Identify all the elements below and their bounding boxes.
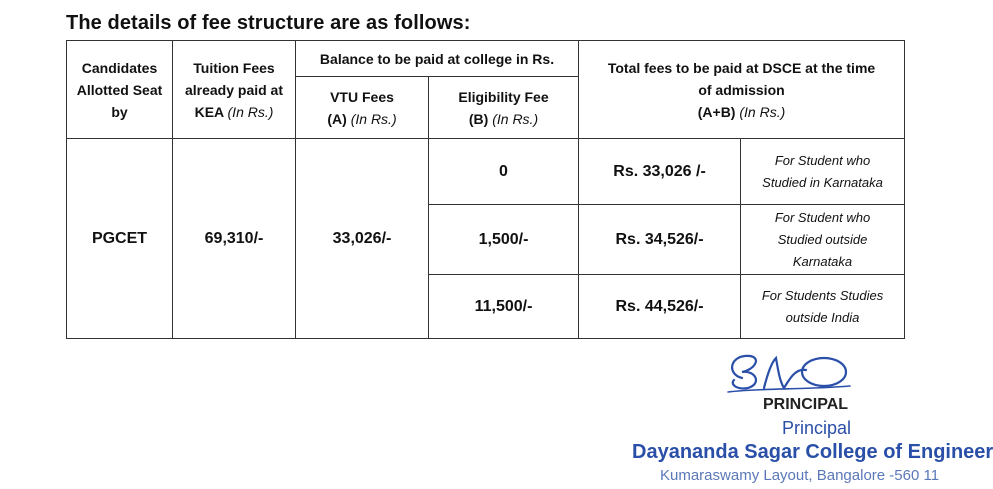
signature-graphic (720, 348, 860, 396)
cell-note: For Student who Studied outside Karnataka (741, 205, 905, 275)
cell-total: Rs. 34,526/- (579, 205, 741, 275)
cell-total: Rs. 33,026 /- (579, 139, 741, 205)
stamp-address: Kumaraswamy Layout, Bangalore -560 11 (660, 467, 940, 484)
header-tuition-fees: Tuition Fees already paid at KEA (In Rs.) (173, 41, 296, 139)
cell-tuition: 69,310/- (173, 139, 296, 339)
header-total-fees: Total fees to be paid at DSCE at the time of admission (A+B) (In Rs.) (579, 41, 905, 139)
principal-title: PRINCIPAL (763, 396, 849, 413)
header-candidates: Candidates Allotted Seat by (67, 41, 173, 139)
cell-eligibility: 1,500/- (429, 205, 579, 275)
cell-eligibility: 11,500/- (429, 275, 579, 339)
table-header-row (67, 41, 905, 77)
fee-structure-table (66, 40, 905, 339)
cell-total: Rs. 44,526/- (579, 275, 741, 339)
cell-eligibility: 0 (429, 139, 579, 205)
cell-vtu: 33,026/- (296, 139, 429, 339)
stamp-college-name: Dayananda Sagar College of Engineer (632, 441, 993, 463)
cell-candidate: PGCET (67, 139, 173, 339)
cell-note: For Students Studies outside India (741, 275, 905, 339)
stamp-principal: Principal (782, 418, 852, 438)
table-row (67, 139, 905, 205)
header-vtu-fees: VTU Fees (A) (In Rs.) (296, 77, 429, 139)
principal-signature (720, 348, 860, 396)
page-heading: The details of fee structure are as follows: (66, 12, 471, 34)
header-balance: Balance to be paid at college in Rs. (296, 41, 579, 77)
header-eligibility-fee: Eligibility Fee (B) (In Rs.) (429, 77, 579, 139)
cell-note: For Student who Studied in Karnataka (741, 139, 905, 205)
